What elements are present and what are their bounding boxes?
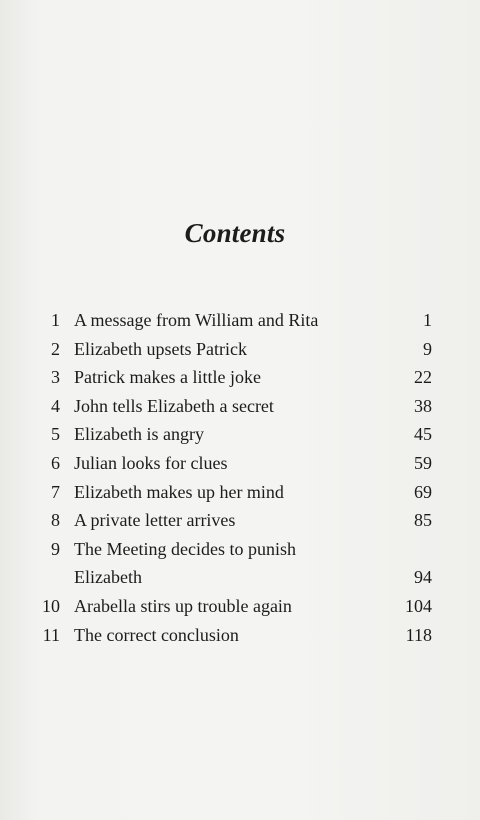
page-number: 22 [414,367,432,388]
chapter-number: 1 [51,310,60,330]
toc-entry [34,506,432,535]
chapter-number: 8 [51,510,60,531]
toc-entry [34,420,432,449]
chapter-title-continued: Elizabeth [74,567,142,588]
page-number: 94 [414,567,432,588]
toc-entry [34,335,432,364]
chapter-title: Arabella stirs up trouble again [74,595,292,616]
toc-entry [34,392,432,421]
chapter-number: 7 [51,481,60,502]
chapter-number: 9 [51,538,60,559]
chapter-title: Patrick makes a little joke [74,367,261,388]
chapter-title: John tells Elizabeth a secret [74,395,274,416]
chapter-number: 6 [51,452,60,473]
toc-entry [34,621,432,650]
chapter-number: 10 [42,595,60,616]
toc-entry [34,363,432,392]
chapter-number: 11 [42,624,60,645]
page-title: Contents [184,218,286,248]
chapter-number: 2 [51,338,60,359]
page-number: 45 [414,424,432,445]
chapter-title: The Meeting decides to punish [74,538,296,559]
page-number: 1 [423,310,432,330]
chapter-title: Elizabeth upsets Patrick [74,338,247,359]
page-number: 59 [414,452,432,473]
toc-entry [34,306,432,335]
page-number: 9 [423,338,432,359]
chapter-number: 5 [51,424,60,445]
chapter-title: A private letter arrives [74,510,236,531]
page-number: 69 [414,481,432,502]
toc-entry [34,478,432,507]
chapter-title: Elizabeth makes up her mind [74,481,284,502]
page-number: 38 [414,395,432,416]
chapter-title: The correct conclusion [74,624,239,645]
page-number: 118 [405,624,432,645]
chapter-number: 3 [51,367,60,388]
chapter-title: Elizabeth is angry [74,424,204,445]
page-number: 104 [405,595,432,616]
chapter-number: 4 [51,395,60,416]
page-number: 85 [414,510,432,531]
toc-entry [34,449,432,478]
chapter-title: A message from William and Rita [74,310,319,330]
toc-entry [34,592,432,621]
toc-entry [34,535,432,564]
toc-entry-continuation [34,563,432,592]
chapter-title: Julian looks for clues [74,452,228,473]
table-of-contents [34,306,432,649]
